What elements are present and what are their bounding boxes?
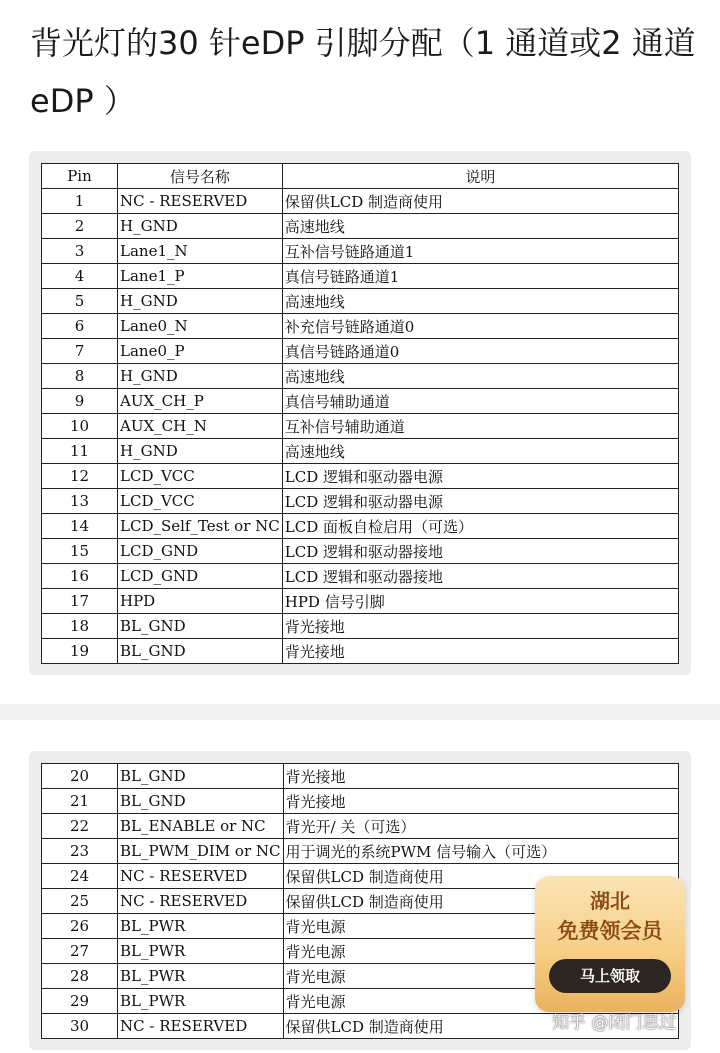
description-cell: HPD 信号引脚 [282,589,678,614]
pin-cell: 14 [42,514,118,539]
description-cell: 互补信号链路通道1 [282,239,678,264]
table-row [42,414,679,439]
header-signal: 信号名称 [118,164,283,189]
signal-cell: BL_PWR [118,989,284,1014]
pin-cell: 1 [42,189,118,214]
description-cell: LCD 逻辑和驱动器电源 [282,464,678,489]
signal-cell: H_GND [118,364,283,389]
description-cell: 背光电源 [283,989,678,1014]
header-pin: Pin [42,164,118,189]
pin-cell: 4 [42,264,118,289]
pin-cell: 20 [42,764,118,789]
pin-cell: 26 [42,914,118,939]
signal-cell: AUX_CH_P [118,389,283,414]
pin-cell: 6 [42,314,118,339]
signal-cell: LCD_GND [118,564,283,589]
description-cell: 保留供LCD 制造商使用 [283,889,678,914]
pin-cell: 7 [42,339,118,364]
table-row [42,389,679,414]
pin-cell: 29 [42,989,118,1014]
pin-cell: 13 [42,489,118,514]
table-row [42,364,679,389]
pin-cell: 19 [42,639,118,664]
signal-cell: LCD_VCC [118,464,283,489]
description-cell: 背光接地 [283,764,678,789]
promo-headline: 免费领会员 [557,919,663,943]
pin-cell: 23 [42,839,118,864]
signal-cell: NC - RESERVED [118,864,284,889]
table-row [42,614,679,639]
table-row [42,514,679,539]
description-cell: 背光接地 [282,639,678,664]
description-cell: 背光接地 [282,614,678,639]
pin-cell: 15 [42,539,118,564]
table-row [42,639,679,664]
pin-table [41,163,679,664]
pin-cell: 5 [42,289,118,314]
table-row [42,289,679,314]
description-cell: 高速地线 [282,214,678,239]
pin-cell: 25 [42,889,118,914]
signal-cell: BL_GND [118,639,283,664]
description-cell: LCD 逻辑和驱动器接地 [282,539,678,564]
description-cell: 保留供LCD 制造商使用 [283,1014,678,1039]
signal-cell: LCD_GND [118,539,283,564]
description-cell: 互补信号辅助通道 [282,414,678,439]
signal-cell: LCD_VCC [118,489,283,514]
description-cell: 真信号辅助通道 [282,389,678,414]
signal-cell: BL_GND [118,614,283,639]
pin-cell: 17 [42,589,118,614]
pin-table-body [42,189,679,664]
pin-cell: 24 [42,864,118,889]
signal-cell: Lane1_P [118,264,283,289]
signal-cell: Lane1_N [118,239,283,264]
signal-cell: LCD_Self_Test or NC [118,514,283,539]
table-row [42,564,679,589]
description-cell: 背光电源 [283,914,678,939]
description-cell: 补充信号链路通道0 [282,314,678,339]
table-row [42,264,679,289]
signal-cell: BL_PWR [118,914,284,939]
description-cell: 背光电源 [283,939,678,964]
table-row [42,839,679,864]
signal-cell: BL_PWR [118,964,284,989]
description-cell: 背光电源 [283,964,678,989]
description-cell: 真信号链路通道0 [282,339,678,364]
signal-cell: BL_PWR [118,939,284,964]
table-row [42,789,679,814]
description-cell: 背光开/ 关（可选） [283,814,678,839]
signal-cell: NC - RESERVED [118,1014,284,1039]
signal-cell: NC - RESERVED [118,889,284,914]
description-cell: 保留供LCD 制造商使用 [283,864,678,889]
table-row [42,314,679,339]
table-row [42,589,679,614]
pin-cell: 12 [42,464,118,489]
description-cell: LCD 面板自检启用（可选） [282,514,678,539]
table-row [42,189,679,214]
author-watermark: 知乎 @闭门思过 [552,1013,677,1033]
signal-cell: BL_PWM_DIM or NC [118,839,284,864]
table-row [42,214,679,239]
pin-cell: 8 [42,364,118,389]
pin-cell: 3 [42,239,118,264]
description-cell: LCD 逻辑和驱动器电源 [282,489,678,514]
pin-cell: 9 [42,389,118,414]
pin-cell: 2 [42,214,118,239]
table-row [42,239,679,264]
signal-cell: Lane0_N [118,314,283,339]
signal-cell: BL_GND [118,789,284,814]
table-row [42,464,679,489]
pin-cell: 28 [42,964,118,989]
signal-cell: H_GND [118,214,283,239]
description-cell: 保留供LCD 制造商使用 [282,189,678,214]
description-cell: 用于调光的系统PWM 信号输入（可选） [283,839,678,864]
pin-cell: 18 [42,614,118,639]
pin-cell: 10 [42,414,118,439]
signal-cell: H_GND [118,439,283,464]
pin-cell: 30 [42,1014,118,1039]
description-cell: 高速地线 [282,439,678,464]
pin-cell: 11 [42,439,118,464]
description-cell: 背光接地 [283,789,678,814]
table-row [42,339,679,364]
pin-table-image-part1 [29,151,691,675]
signal-cell: H_GND [118,289,283,314]
signal-cell: AUX_CH_N [118,414,283,439]
pin-cell: 22 [42,814,118,839]
signal-cell: NC - RESERVED [118,189,283,214]
table-row [42,439,679,464]
description-cell: 高速地线 [282,364,678,389]
signal-cell: HPD [118,589,283,614]
promo-region-label: 湖北 [590,889,630,913]
pin-cell: 27 [42,939,118,964]
table-row [42,764,679,789]
membership-promo-card[interactable] [535,876,685,1012]
description-cell: 真信号链路通道1 [282,264,678,289]
pin-cell: 21 [42,789,118,814]
header-description: 说明 [282,164,678,189]
claim-now-button[interactable]: 马上领取 [549,959,671,993]
description-cell: LCD 逻辑和驱动器接地 [282,564,678,589]
signal-cell: Lane0_P [118,339,283,364]
pin-cell: 16 [42,564,118,589]
table-row [42,489,679,514]
signal-cell: BL_GND [118,764,284,789]
page-title: 背光灯的30 针eDP 引脚分配（1 通道或2 通道eDP ） [30,24,696,120]
table-header-row [42,164,679,189]
table-row [42,814,679,839]
section-divider [0,704,720,720]
description-cell: 高速地线 [282,289,678,314]
signal-cell: BL_ENABLE or NC [118,814,284,839]
table-row [42,539,679,564]
